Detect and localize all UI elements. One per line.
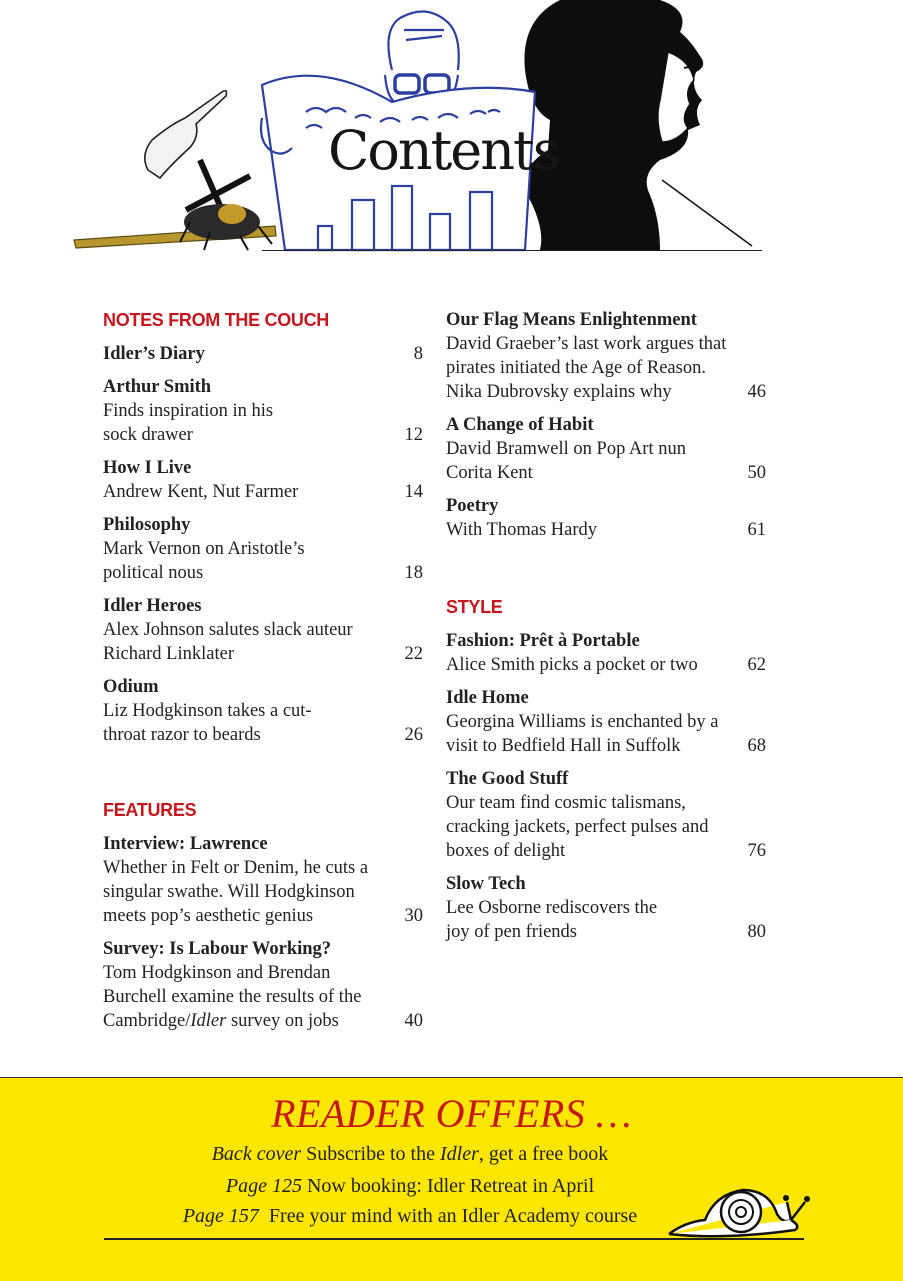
entry-page: 76	[747, 841, 766, 861]
toc-entry-our-flag[interactable]	[446, 308, 766, 404]
entry-description: Finds inspiration in his sock drawer	[103, 401, 274, 445]
offer-text: Free your mind with an Idler Academy course	[258, 1205, 638, 1227]
entry-description: Georgina Williams is enchanted by a visit to Bedfield Hall in Suffolk	[446, 712, 719, 756]
entry-description: Mark Vernon on Aristotle’s political nous	[103, 539, 305, 583]
entry-page: 80	[747, 922, 766, 942]
toc-entry-poetry[interactable]	[446, 494, 766, 542]
entry-description-italic: Idler	[190, 1011, 227, 1031]
entry-title: Survey: Is Labour Working?	[103, 939, 332, 959]
cross-bee-stick	[74, 160, 276, 250]
offer-text-end: , get a free book	[478, 1143, 609, 1165]
offers-title: READER OFFERS …	[271, 1091, 632, 1136]
entry-title: Fashion: Prêt à Portable	[446, 631, 640, 651]
section-heading-features: FEATURES	[103, 800, 197, 820]
toc-entry-philosophy[interactable]	[103, 513, 423, 585]
entry-title: Slow Tech	[446, 874, 526, 894]
entry-title: The Good Stuff	[446, 769, 569, 789]
right-column	[446, 308, 766, 953]
offer-ref: Back cover	[211, 1143, 302, 1165]
entry-page: 46	[747, 382, 766, 402]
offer-text: Subscribe to the	[301, 1143, 440, 1165]
section-heading-style: STYLE	[446, 597, 503, 617]
toc-entry-change-of-habit[interactable]	[446, 413, 766, 485]
toc-entry-slow-tech[interactable]	[446, 872, 766, 944]
entry-page: 18	[404, 563, 423, 583]
entry-description: With Thomas Hardy	[446, 520, 597, 540]
entry-page: 50	[747, 463, 766, 483]
toc-entry-fashion[interactable]	[446, 629, 766, 677]
offer-text-italic: Idler	[439, 1143, 479, 1165]
offer-text: Now booking: Idler Retreat in April	[301, 1175, 595, 1197]
header-illustration	[0, 0, 903, 260]
entry-page: 61	[747, 520, 766, 540]
toc-entry-idler-heroes[interactable]	[103, 594, 423, 666]
entry-page: 26	[404, 725, 423, 745]
entry-title: Our Flag Means Enlightenment	[446, 310, 697, 330]
entry-page: 14	[404, 482, 423, 502]
entry-description: Alex Johnson salutes slack auteur Richard Linklater	[103, 620, 353, 664]
entry-page: 8	[413, 344, 423, 364]
offer-line-back-cover[interactable]	[0, 1142, 820, 1166]
entry-description: David Bramwell on Pop Art nun Corita Kent	[446, 439, 686, 483]
entry-description: Our team find cosmic talismans, cracking jackets, perfect pulses and boxes of delight	[446, 793, 709, 861]
toc-entry-good-stuff[interactable]	[446, 767, 766, 863]
entry-title: Interview: Lawrence	[103, 834, 268, 854]
toc-entry-arthur-smith[interactable]	[103, 375, 423, 447]
toc-entry-idle-home[interactable]	[446, 686, 766, 758]
entry-title: How I Live	[103, 458, 192, 478]
entry-page: 40	[404, 1011, 423, 1031]
toc-entry-interview[interactable]	[103, 832, 423, 928]
entry-description: David Graeber’s last work argues that pirates initiated the Age of Reason. Nika Dubrovsky explains why	[446, 334, 727, 402]
entry-description: Lee Osborne rediscovers the joy of pen friends	[446, 898, 658, 942]
entry-title: Philosophy	[103, 515, 191, 535]
offer-ref: Page 157	[182, 1205, 259, 1227]
section-spacer	[103, 756, 423, 798]
entry-page: 30	[404, 906, 423, 926]
entry-page: 22	[404, 644, 423, 664]
toc-entry-idlers-diary[interactable]	[103, 342, 423, 366]
entry-title: Poetry	[446, 496, 499, 516]
offer-ref: Page 125	[225, 1175, 302, 1197]
entry-title: A Change of Habit	[446, 415, 594, 435]
section-spacer	[446, 551, 766, 595]
entry-description: Alice Smith picks a pocket or two	[446, 655, 698, 675]
page-title: Contents	[328, 119, 559, 182]
entry-title: Idler Heroes	[103, 596, 202, 616]
toc-entry-survey[interactable]	[103, 937, 423, 1033]
entry-title: Idler’s Diary	[103, 344, 205, 364]
reader-offers-banner	[0, 1077, 903, 1281]
entry-description: Whether in Felt or Denim, he cuts a singular swathe. Will Hodgkinson meets pop’s aesthetic genius	[103, 858, 369, 926]
entry-description: Andrew Kent, Nut Farmer	[103, 482, 299, 502]
entry-title: Odium	[103, 677, 159, 697]
entry-description: Liz Hodgkinson takes a cut-throat razor to beards	[103, 701, 312, 745]
entry-description	[103, 961, 388, 1033]
entry-title: Idle Home	[446, 688, 529, 708]
section-heading-notes: NOTES FROM THE COUCH	[103, 310, 329, 330]
entry-description-text: Tom Hodgkinson and Brendan Burchell examine the results of the Cambridge/	[103, 963, 362, 1031]
snail-icon	[665, 1174, 815, 1244]
entry-page: 62	[747, 655, 766, 675]
header-divider	[262, 250, 762, 251]
pointing-hand	[145, 91, 227, 178]
toc-entry-how-i-live[interactable]	[103, 456, 423, 504]
entry-description-text-end: survey on jobs	[226, 1011, 339, 1031]
entry-page: 12	[404, 425, 423, 445]
left-column	[103, 308, 423, 1042]
entry-title: Arthur Smith	[103, 377, 212, 397]
woman-silhouette	[524, 0, 752, 250]
entry-page: 68	[747, 736, 766, 756]
toc-entry-odium[interactable]	[103, 675, 423, 747]
